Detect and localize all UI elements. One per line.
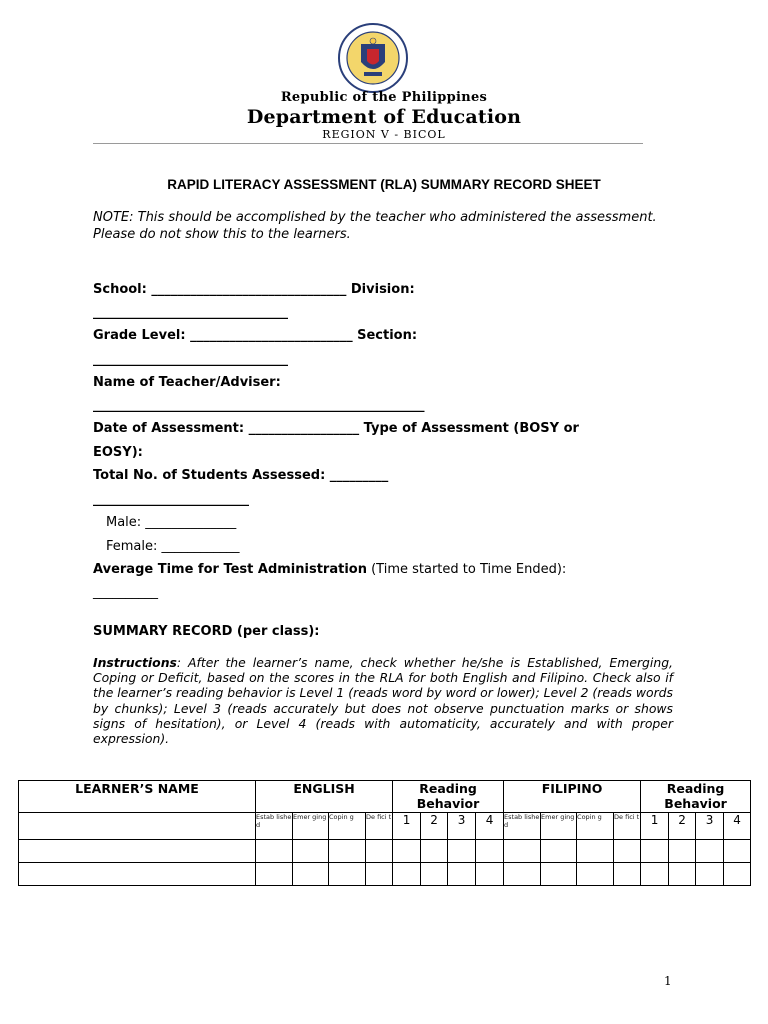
instructions-label: Instructions [93, 655, 177, 670]
division-blank[interactable]: ______________________________ [93, 305, 288, 320]
region-heading: REGION V - BICOL [322, 128, 446, 141]
header-reading-behavior-filipino: Reading Behavior [641, 781, 751, 813]
level-2: 2 [421, 813, 448, 840]
average-time-label: Average Time for Test Administration [93, 562, 367, 577]
teacher-label: Name of Teacher/Adviser: [93, 375, 281, 390]
average-time-field[interactable] [93, 562, 566, 577]
subheader-emerging: Emer ging [541, 813, 577, 840]
header-filipino: FILIPINO [504, 781, 641, 813]
page-number: 1 [664, 974, 672, 988]
cell[interactable] [724, 863, 751, 886]
cell[interactable] [329, 863, 366, 886]
table-subheader-row [19, 813, 751, 840]
department-heading: Department of Education [246, 106, 522, 128]
cell[interactable] [724, 840, 751, 863]
level-4: 4 [476, 813, 504, 840]
cell[interactable] [504, 863, 541, 886]
cell[interactable] [669, 840, 696, 863]
cell[interactable] [366, 863, 393, 886]
header-reading-behavior-english: Reading Behavior [393, 781, 504, 813]
cell[interactable] [669, 863, 696, 886]
section-blank[interactable]: ______________________________ [93, 352, 288, 367]
document-title: RAPID LITERACY ASSESSMENT (RLA) SUMMARY RECORD SHEET [167, 177, 601, 192]
header-english: ENGLISH [256, 781, 393, 813]
cell[interactable] [293, 863, 329, 886]
subheader-deficit: De fici t [366, 813, 393, 840]
teacher-blank[interactable]: ___________________________________________________ [93, 398, 425, 413]
cell[interactable] [448, 863, 476, 886]
cell[interactable] [329, 840, 366, 863]
subheader-blank [19, 813, 256, 840]
cell[interactable] [256, 840, 293, 863]
school-division-field[interactable]: School: ______________________________ Division: [93, 282, 415, 297]
cell[interactable] [641, 840, 669, 863]
total-students-field[interactable]: Total No. of Students Assessed: _________ [93, 468, 389, 483]
subheader-established: Estab lishe d [504, 813, 541, 840]
cell[interactable] [614, 863, 641, 886]
cell[interactable] [476, 863, 504, 886]
level-3: 3 [448, 813, 476, 840]
table-header-row [19, 781, 751, 813]
learner-name-cell[interactable] [19, 840, 256, 863]
header-divider [93, 143, 643, 144]
cell[interactable] [393, 840, 421, 863]
cell[interactable] [393, 863, 421, 886]
subheader-coping: Copin g [329, 813, 366, 840]
instructions [93, 655, 673, 746]
learner-name-cell[interactable] [19, 863, 256, 886]
cell[interactable] [448, 840, 476, 863]
summary-table [18, 780, 751, 886]
cell[interactable] [696, 863, 724, 886]
cell[interactable] [476, 840, 504, 863]
level-1: 1 [393, 813, 421, 840]
subheader-deficit: De fici t [614, 813, 641, 840]
date-type-field[interactable]: Date of Assessment: _________________ Type of Assessment (BOSY or [93, 421, 579, 436]
header-learners-name: LEARNER’S NAME [19, 781, 256, 813]
cell[interactable] [421, 840, 448, 863]
cell[interactable] [366, 840, 393, 863]
cell[interactable] [577, 863, 614, 886]
table-row[interactable] [19, 840, 751, 863]
cell[interactable] [577, 840, 614, 863]
cell[interactable] [541, 863, 577, 886]
table-row[interactable] [19, 863, 751, 886]
republic-heading: Republic of the Philippines [280, 90, 488, 105]
note-text: NOTE: This should be accomplished by the teacher who administered the assessment. Please do not show this to the learners. [93, 210, 657, 242]
grade-section-field[interactable]: Grade Level: _________________________ Section: [93, 328, 418, 343]
cell[interactable] [504, 840, 541, 863]
cell[interactable] [641, 863, 669, 886]
female-field[interactable]: Female: ____________ [106, 539, 240, 554]
deped-seal [334, 22, 412, 94]
level-2: 2 [669, 813, 696, 840]
cell[interactable] [256, 863, 293, 886]
subheader-emerging: Emer ging [293, 813, 329, 840]
cell[interactable] [614, 840, 641, 863]
cell[interactable] [293, 840, 329, 863]
level-1: 1 [641, 813, 669, 840]
summary-record-label: SUMMARY RECORD (per class): [93, 624, 320, 639]
cell[interactable] [696, 840, 724, 863]
subheader-established: Estab lishe d [256, 813, 293, 840]
average-time-blank[interactable]: __________ [93, 585, 158, 600]
level-4: 4 [724, 813, 751, 840]
cell[interactable] [541, 840, 577, 863]
eosy-label: EOSY): [93, 445, 143, 460]
average-time-note: (Time started to Time Ended): [366, 562, 567, 577]
instructions-text: : After the learner’s name, check whether he/she is Established, Emerging, Coping or Deficit, based on the scores in the RLA for both English and Filipino. Check also if the learner’s reading behavior is Level 1 (reads word by word or lower); Level 2 (reads words by chunks); Level 3 (reads accurately but does not observe punctuation marks or shows signs of hesitation), or Level 4 (reads with automaticity, accurately and with proper expression). [93, 655, 673, 747]
total-students-blank[interactable]: ________________________ [93, 492, 249, 507]
male-field[interactable]: Male: ______________ [106, 515, 237, 530]
cell[interactable] [421, 863, 448, 886]
level-3: 3 [696, 813, 724, 840]
subheader-coping: Copin g [577, 813, 614, 840]
